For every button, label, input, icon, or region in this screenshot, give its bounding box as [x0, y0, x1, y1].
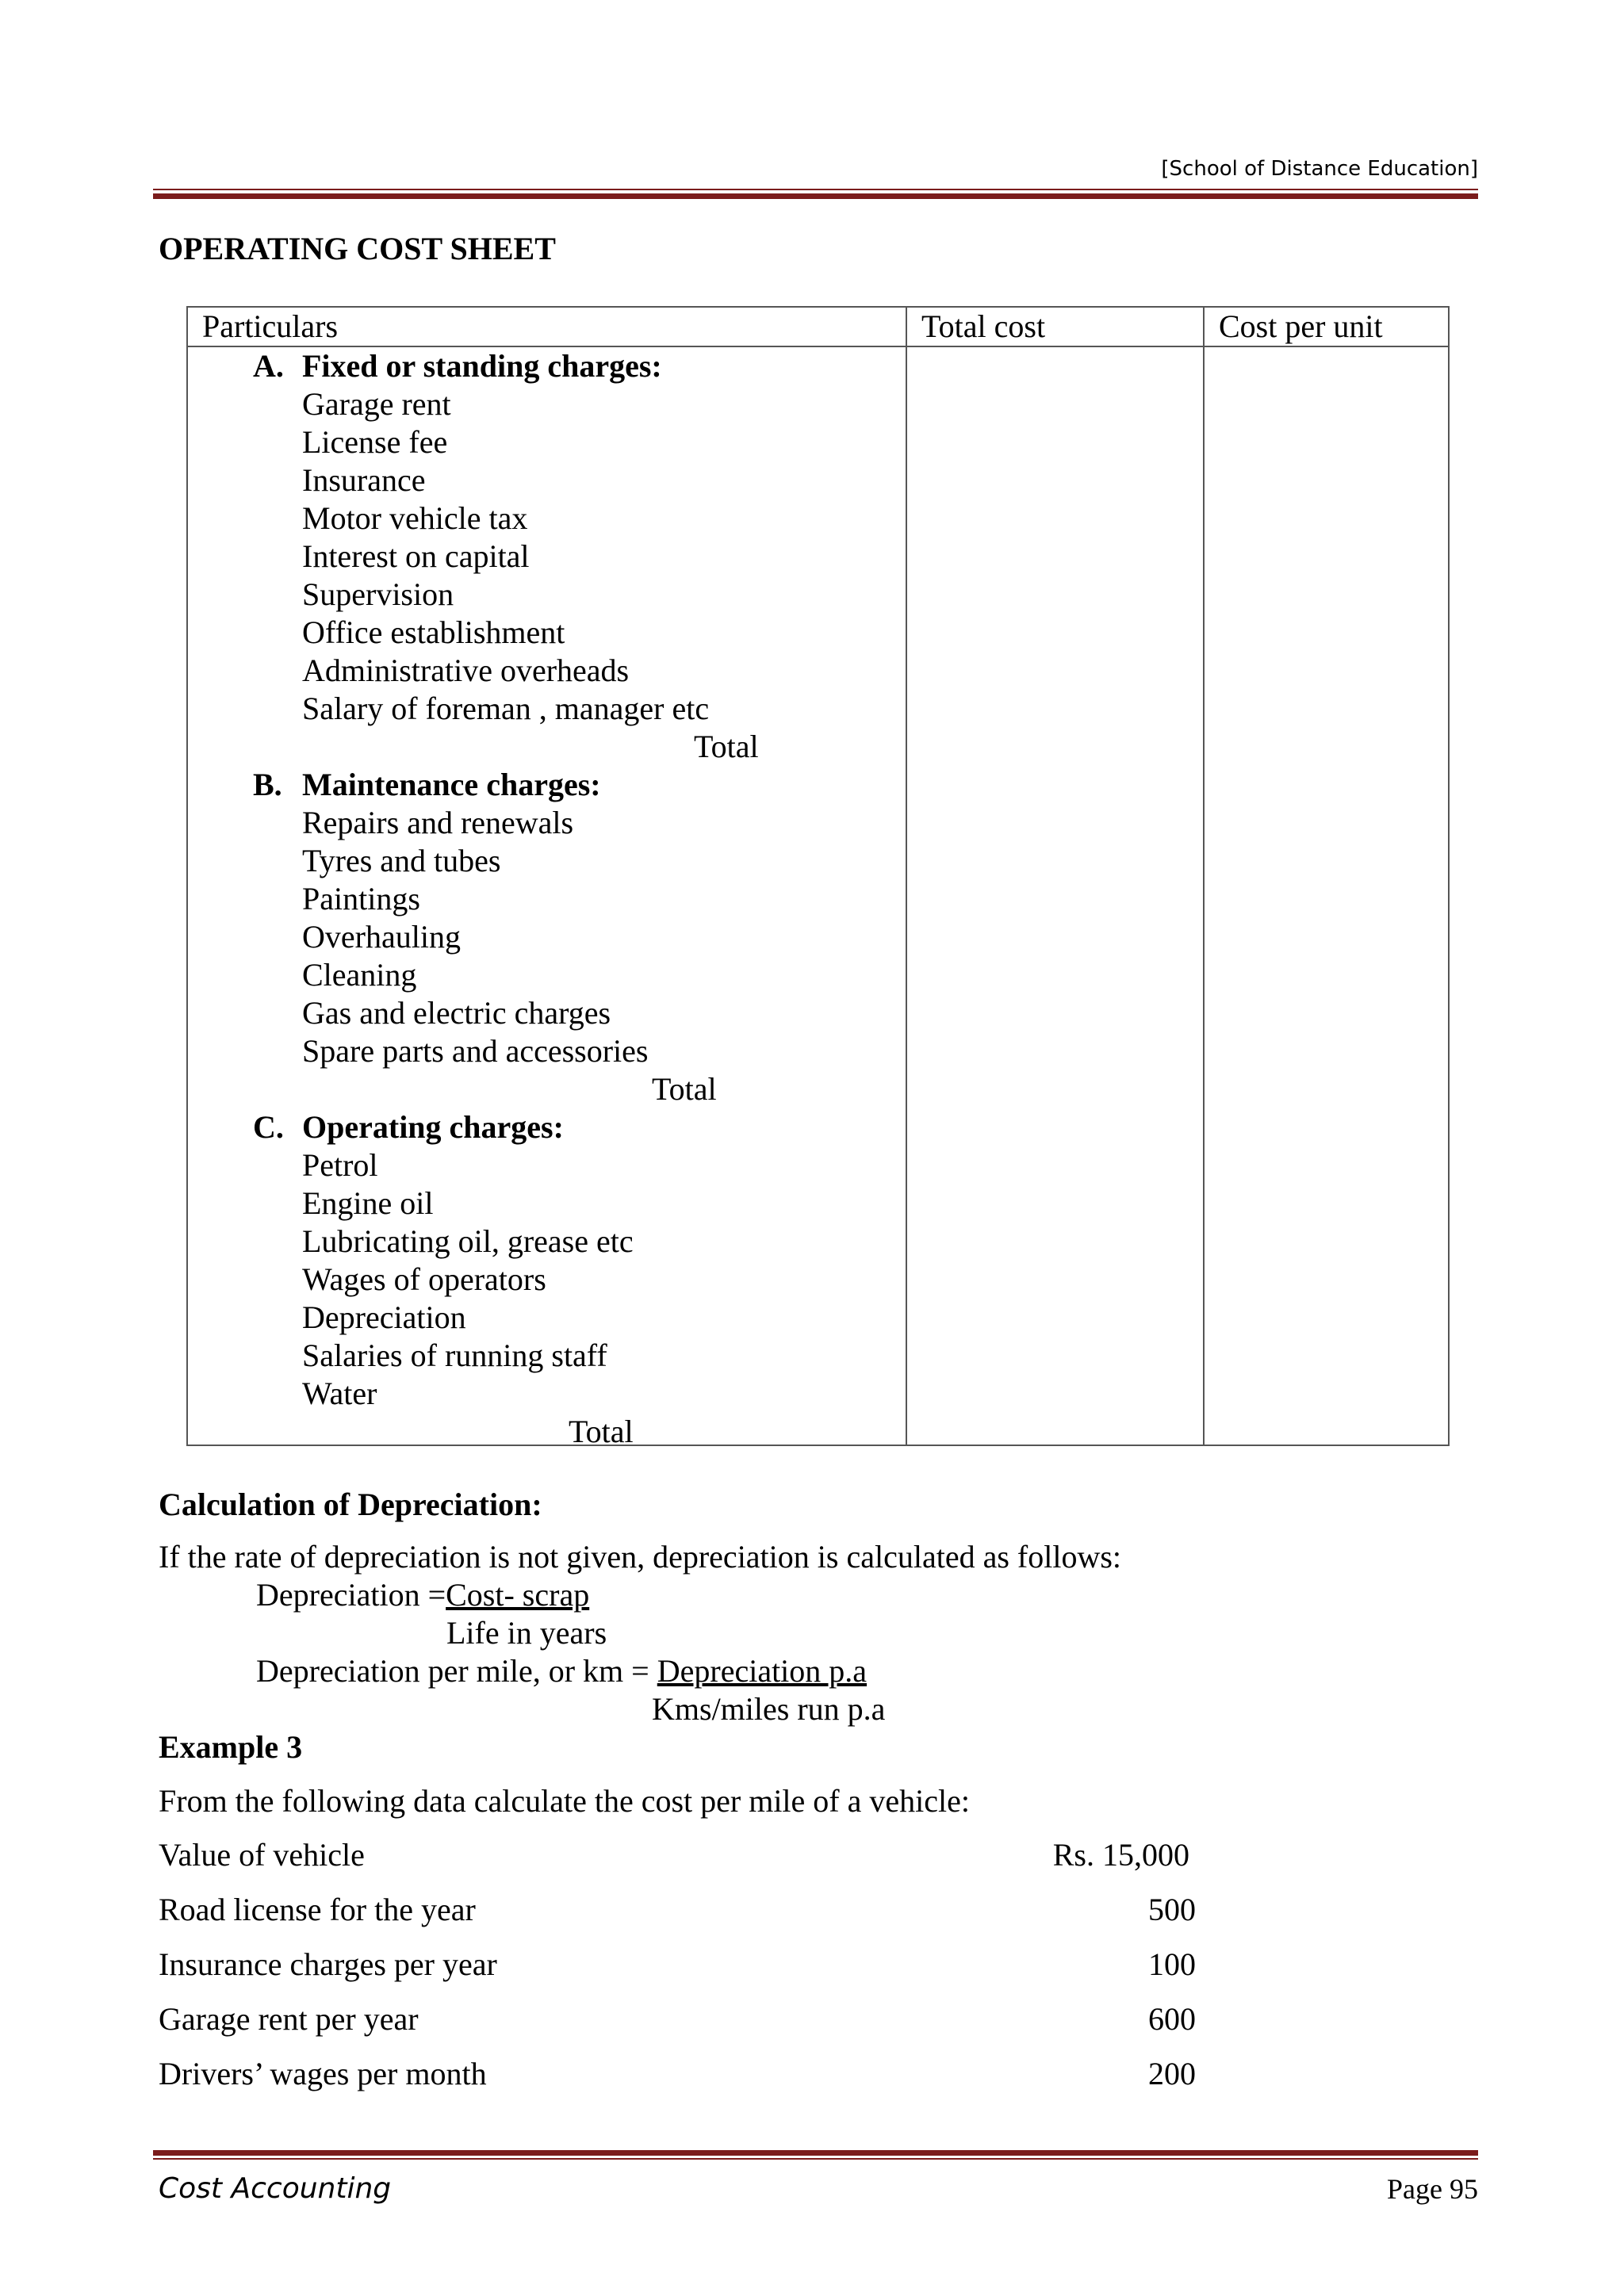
column-header-particulars: Particulars — [202, 308, 339, 344]
section-total-label: Total — [652, 1071, 717, 1107]
line-item: Petrol — [302, 1147, 378, 1183]
formula-1-denominator: Life in years — [446, 1615, 607, 1651]
depreciation-intro: If the rate of depreciation is not given, depreciation is calculated as follows: — [159, 1539, 1122, 1575]
example-row-value: 600 — [1148, 2001, 1196, 2037]
section-marker: B. — [253, 767, 282, 802]
line-item: Office establishment — [302, 614, 565, 650]
line-item: License fee — [302, 424, 448, 460]
line-item: Insurance — [302, 462, 426, 498]
footer-page-number: Page 95 — [1387, 2173, 1478, 2205]
line-item: Supervision — [302, 576, 454, 612]
page-title: OPERATING COST SHEET — [159, 231, 556, 266]
line-item: Cleaning — [302, 957, 417, 993]
table-column-divider — [906, 308, 907, 1445]
section-heading: Operating charges: — [302, 1109, 564, 1145]
example-row-label: Garage rent per year — [159, 2001, 419, 2037]
line-item: Depreciation — [302, 1299, 466, 1335]
formula-2-lhs: Depreciation per mile, or km = — [256, 1653, 657, 1689]
header-rule-thick — [153, 193, 1478, 199]
line-item: Tyres and tubes — [302, 843, 501, 878]
line-item: Interest on capital — [302, 538, 530, 574]
depreciation-formula-2 — [256, 1652, 867, 1690]
section-heading: Fixed or standing charges: — [302, 348, 662, 384]
formula-2-denominator: Kms/miles run p.a — [652, 1691, 886, 1727]
footer-rule-thick — [153, 2150, 1478, 2156]
line-item: Water — [302, 1376, 377, 1411]
depreciation-heading: Calculation of Depreciation: — [159, 1487, 542, 1522]
example-row-label: Value of vehicle — [159, 1837, 365, 1873]
line-item: Motor vehicle tax — [302, 500, 528, 536]
formula-2-numerator: Depreciation p.a — [657, 1653, 868, 1689]
header-institution: [School of Distance Education] — [1161, 157, 1478, 181]
section-marker: C. — [253, 1109, 284, 1145]
line-item: Gas and electric charges — [302, 995, 611, 1031]
line-item: Salaries of running staff — [302, 1337, 607, 1373]
line-item: Lubricating oil, grease etc — [302, 1223, 634, 1259]
example-row-value: 500 — [1148, 1892, 1196, 1927]
line-item: Repairs and renewals — [302, 805, 574, 840]
footer-rule-thin — [153, 2158, 1478, 2160]
example-row-label: Road license for the year — [159, 1892, 476, 1927]
line-item: Engine oil — [302, 1185, 434, 1221]
example-intro: From the following data calculate the cost per mile of a vehicle: — [159, 1783, 970, 1819]
column-header-total-cost: Total cost — [921, 308, 1046, 344]
section-total-label: Total — [694, 729, 759, 764]
operating-cost-table — [186, 306, 1450, 1449]
example-row-label: Insurance charges per year — [159, 1946, 497, 1982]
line-item: Overhauling — [302, 919, 461, 955]
section-total-label: Total — [569, 1414, 634, 1449]
example-row-value: Rs. 15,000 — [1052, 1837, 1189, 1873]
line-item: Salary of foreman , manager etc — [302, 691, 710, 726]
depreciation-formula-1 — [256, 1576, 589, 1614]
formula-1-numerator: Cost- scrap — [446, 1577, 590, 1613]
section-heading: Maintenance charges: — [302, 767, 601, 802]
example-row-label: Drivers’ wages per month — [159, 2056, 487, 2091]
header-rule-thin — [153, 189, 1478, 190]
section-marker: A. — [253, 348, 284, 384]
example-row-value: 100 — [1148, 1946, 1196, 1982]
example-row-value: 200 — [1148, 2056, 1196, 2091]
column-header-cost-per-unit: Cost per unit — [1219, 308, 1383, 344]
table-column-divider — [1203, 308, 1205, 1445]
line-item: Paintings — [302, 881, 420, 916]
line-item: Spare parts and accessories — [302, 1033, 649, 1069]
example-heading: Example 3 — [159, 1729, 303, 1765]
footer-course-title: Cost Accounting — [159, 2172, 392, 2205]
line-item: Wages of operators — [302, 1261, 546, 1297]
line-item: Garage rent — [302, 386, 451, 422]
line-item: Administrative overheads — [302, 652, 630, 688]
formula-1-lhs: Depreciation = — [256, 1577, 446, 1613]
